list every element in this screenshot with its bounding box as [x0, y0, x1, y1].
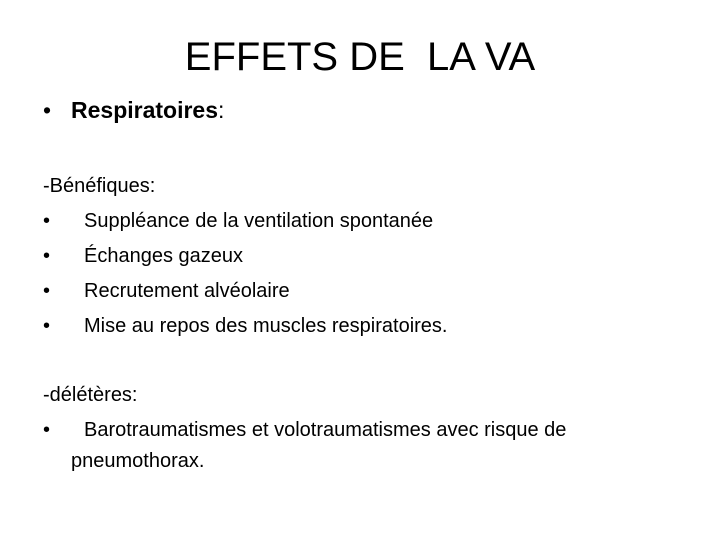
bullet-icon: •: [43, 245, 51, 267]
heading-text: Respiratoires: [71, 97, 219, 123]
list-item-text: Mise au repos des muscles respiratoires.: [84, 315, 448, 337]
section-heading: [43, 95, 224, 125]
list-item-text: Suppléance de la ventilation spontanée: [84, 210, 434, 232]
bullet-icon: •: [43, 280, 51, 302]
bullet-icon: •: [43, 315, 51, 337]
heading-colon: :: [218, 97, 225, 123]
harmful-label: -délétères:: [43, 384, 138, 406]
list-item-text: Barotraumatismes et volotraumatismes avec risque de: [84, 419, 567, 441]
bullet-icon: •: [43, 419, 51, 441]
bullet-icon: •: [43, 210, 51, 232]
beneficial-label: -Bénéfiques:: [43, 175, 156, 197]
list-item: [43, 309, 447, 344]
list-item: [43, 413, 566, 448]
list-item: [43, 204, 433, 239]
bullet-icon: •: [43, 97, 52, 123]
list-item-text: Recrutement alvéolaire: [84, 280, 290, 302]
list-item: [43, 274, 290, 309]
list-item-text: Échanges gazeux: [84, 245, 244, 267]
list-item-continuation: pneumothorax.: [71, 450, 205, 472]
list-item: [43, 239, 243, 274]
slide-title: EFFETS DE LA VA: [184, 35, 536, 79]
